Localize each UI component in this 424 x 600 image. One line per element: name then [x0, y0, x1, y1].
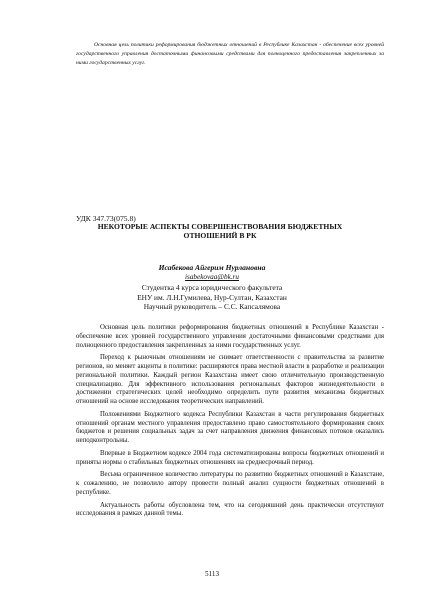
body-paragraph: Переход к рыночным отношениям не снимает ответственности с правительства за развитие регионов, но меняет акценты в политике: расширяются права местной власти в разработке и реализации региональной политики. Каждый регион Казахстана имеет свою отличительную производственную специализацию. Для эффективного использования региональных факторов жизнедеятельности в достижении стратегических целей необходимо определить пути развития механизма бюджетных отношений на основе исследования теоретических направлений.: [76, 354, 384, 405]
carried-over-paragraph: [76, 41, 384, 68]
body-paragraph: Весьма ограниченное количество литературы по развитию бюджетных отношений в Казахстане, к сожалению, не позволило автору провести полный анализ сущности бюджетных отношений в республике.: [76, 471, 384, 496]
supervisor-line: Научный руководитель – С.С. Капсалямова: [143, 302, 281, 312]
page-number: 5113: [204, 570, 220, 578]
carried-over-text: Казахстан - обеспечение всех уровней государственного управления достаточными финансовыми средствами для полноценного предоставления закрепленных за ними государственных услуг.: [76, 42, 384, 66]
article-body: [76, 324, 384, 523]
body-paragraph: Основная цель политики реформирования бюджетных отношений в Республике Казахстан - обеспечение всех уровней государственного управления достаточными финансовыми средствами для полноценного предоставления закрепленных за ними государственных услуг.: [76, 324, 384, 349]
author-affiliation: [76, 283, 348, 312]
affiliation-line: Студентка 4 курса юридического факультета: [141, 283, 283, 292]
body-paragraph: Актуальность работы обусловлена тем, что на сегодняшний день практически отсутствуют исследования в рамках данной темы.: [76, 501, 384, 518]
carried-over-intro: Основная цель политики реформирования бюджетных отношений в Республике: [94, 42, 290, 48]
author-email[interactable]: isabekovaa@bk.ru: [185, 273, 239, 281]
body-paragraph: Впервые в Бюджетном кодексе 2004 года систематизированы вопросы бюджетных отношений и приняты нормы о стабильных бюджетных отношениях на среднесрочный период.: [76, 449, 384, 466]
author-name: Исабекова Айгерим Нурлановна: [158, 263, 266, 272]
article-title: НЕКОТОРЫЕ АСПЕКТЫ СОВЕРШЕНСТВОВАНИЯ БЮДЖЕТНЫХ ОТНОШЕНИЙ В РК: [97, 222, 343, 241]
affiliation-line: ЕНУ им. Л.Н.Гумилева, Нур-Султан, Казахстан: [137, 292, 287, 302]
body-paragraph: Положениями Бюджетного кодекса Республики Казахстан в части регулирования бюджетных отношений органам местного управления предоставлено право самостоятельного формирования своих бюджетов и решения социальных задач за счет направления движения финансовых потоков оказались неподконтрольны.: [76, 410, 384, 444]
udc-code: УДК 347.73(075.8): [76, 214, 136, 223]
